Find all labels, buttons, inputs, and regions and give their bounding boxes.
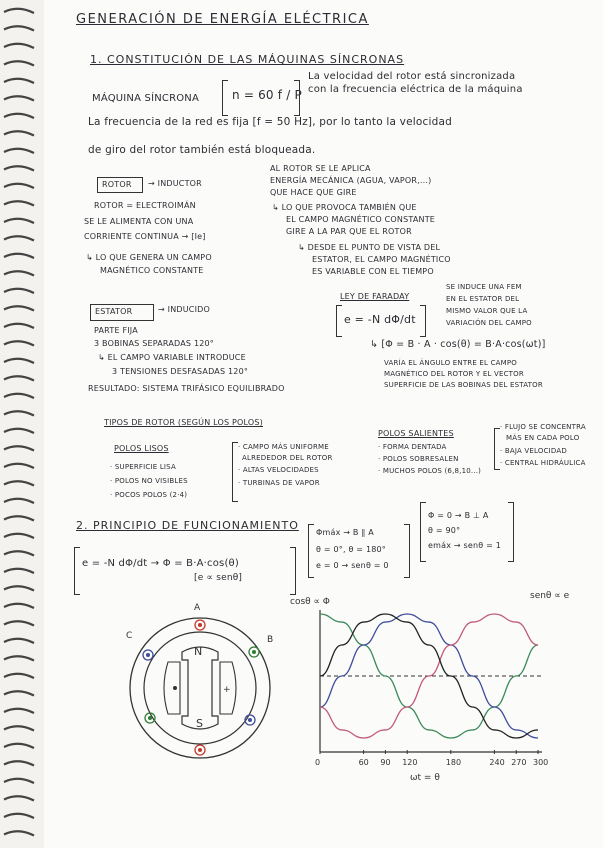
spiral-ring: [4, 376, 34, 380]
section1-heading: 1. CONSTITUCIÓN DE LAS MÁQUINAS SÍNCRONAS: [90, 53, 405, 66]
spiral-ring: [4, 586, 34, 590]
estator-line-2: 3 BOBINAS SEPARADAS 120°: [94, 339, 215, 348]
max-line-2: θ = 0°, θ = 180°: [316, 545, 387, 554]
faraday-desc-1: SE INDUCE UNA FEM: [446, 283, 522, 291]
faraday-heading: LEY DE FARADAY: [340, 292, 410, 301]
rotor-line-4: ↳ LO QUE GENERA UN CAMPO: [86, 253, 212, 262]
south-pole: S: [196, 717, 203, 730]
sync-formula: n = 60 f / P: [232, 88, 302, 102]
spiral-ring: [4, 569, 34, 573]
conductor-dot: [173, 686, 177, 690]
lisos-right-2: ALREDEDOR DEL ROTOR: [242, 454, 333, 462]
spiral-ring: [4, 26, 34, 30]
zero-bracket-right: [508, 502, 514, 562]
estator-line-3: ↳ EL CAMPO VARIABLE INTRODUCE: [98, 353, 246, 362]
spiral-ring: [4, 534, 34, 538]
maquina-label: MÁQUINA SÍNCRONA: [92, 93, 200, 104]
estator-line-5: RESULTADO: SISTEMA TRIFÁSICO EQUILIBRADO: [88, 384, 285, 393]
spiral-ring: [4, 691, 34, 695]
page-title: GENERACIÓN DE ENERGÍA ELÉCTRICA: [76, 12, 369, 27]
faraday-desc-4: VARIACIÓN DEL CAMPO: [446, 319, 532, 327]
spiral-ring: [4, 394, 34, 398]
spiral-ring: [4, 744, 34, 748]
spiral-ring: [4, 341, 34, 345]
rotor-right-6: GIRE A LA PAR QUE EL ROTOR: [286, 227, 412, 236]
rotor-line-1: ROTOR = ELECTROIMÁN: [94, 201, 196, 210]
zero-line-1: Φ = 0 → B ⊥ A: [428, 511, 489, 520]
spiral-ring: [4, 114, 34, 118]
spiral-ring: [4, 516, 34, 520]
rotor-right-8: ESTATOR, EL CAMPO MAGNÉTICO: [312, 255, 451, 264]
spiral-ring: [4, 79, 34, 83]
rotor-line-3: CORRIENTE CONTINUA → [Ie]: [84, 232, 206, 241]
rotor-right-5: EL CAMPO MAGNÉTICO CONSTANTE: [286, 215, 436, 224]
pole-left: [164, 662, 180, 714]
spiral-ring: [4, 149, 34, 153]
x-tick-label: 60: [358, 758, 369, 767]
eq-left-2: [e ∝ senθ]: [194, 573, 243, 583]
salientes-title: POLOS SALIENTES: [378, 429, 454, 438]
spiral-ring: [4, 761, 34, 765]
faraday-desc-2: EN EL ESTATOR DEL: [446, 295, 520, 303]
rotor-line-2: SE LE ALIMENTA CON UNA: [84, 217, 194, 226]
chart-annotation: senθ ∝ e: [530, 591, 570, 601]
spiral-ring: [4, 604, 34, 608]
formula-desc-2: con la frecuencia eléctrica de la máquina: [308, 84, 523, 95]
spiral-ring: [4, 709, 34, 713]
spiral-ring: [4, 201, 34, 205]
max-line-3: e = 0 → senθ = 0: [316, 561, 389, 570]
zero-line-3: emáx → senθ = 1: [428, 541, 502, 550]
spiral-ring: [4, 499, 34, 503]
stator-outer: [130, 618, 270, 758]
lisos-right-1: · CAMPO MÁS UNIFORME: [238, 443, 329, 451]
salientes-right-2: MÁS EN CADA POLO: [506, 434, 580, 442]
x-axis-label: ωt = θ: [410, 773, 440, 783]
x-tick-label: 120: [402, 758, 418, 767]
spiral-ring: [4, 429, 34, 433]
waveform-chart: [280, 590, 580, 790]
spiral-ring: [4, 814, 34, 818]
spiral-ring: [4, 726, 34, 730]
freq-line-1: La frecuencia de la red es fija [f = 50 Hz], por lo tanto la velocidad: [88, 116, 452, 128]
salientes-item-3: · MUCHOS POLOS (6,8,10...): [378, 467, 482, 475]
lisos-item-3: · POCOS POLOS (2·4): [110, 491, 188, 499]
north-pole: N: [194, 645, 203, 658]
spiral-ring: [4, 464, 34, 468]
estator-line-4: 3 TENSIONES DESFASADAS 120°: [112, 367, 249, 376]
spiral-ring: [4, 61, 34, 65]
x-tick-label: 0: [315, 758, 321, 767]
x-tick-label: 240: [489, 758, 505, 767]
estator-line-1: PARTE FIJA: [94, 326, 138, 335]
formula-bracket-right: [294, 80, 300, 116]
lisos-title: POLOS LISOS: [114, 444, 169, 453]
formula-bracket-left: [222, 80, 228, 116]
spiral-ring: [4, 306, 34, 310]
estator-label: ESTATOR: [95, 307, 133, 316]
spiral-ring: [4, 621, 34, 625]
rotor-right-9: ES VARIABLE CON EL TIEMPO: [312, 267, 434, 276]
faraday-bracket-right: [420, 305, 426, 337]
zero-bracket-left: [420, 502, 426, 562]
rotor-right-1: AL ROTOR SE LE APLICA: [270, 164, 371, 173]
x-tick-label: 270: [511, 758, 527, 767]
spiral-ring: [4, 254, 34, 258]
section2-heading: 2. PRINCIPIO DE FUNCIONAMIENTO: [76, 519, 299, 532]
spiral-ring: [4, 411, 34, 415]
flux-formula: ↳ [Φ = B · A · cos(θ) = B·A·cos(ωt)]: [370, 339, 546, 350]
x-tick-label: 180: [445, 758, 462, 767]
lisos-item-2: · POLOS NO VISIBLES: [110, 477, 188, 485]
lisos-item-1: · SUPERFICIE LISA: [110, 463, 176, 471]
rotor-right-2: ENERGÍA MECÁNICA (AGUA, VAPOR,...): [270, 176, 432, 185]
spiral-ring: [4, 236, 34, 240]
spiral-ring: [4, 44, 34, 48]
phase-b-label: B: [267, 635, 274, 645]
spiral-ring: [4, 131, 34, 135]
spiral-ring: [4, 271, 34, 275]
salientes-item-2: · POLOS SOBRESALEN: [378, 455, 459, 463]
phase-a-label: A: [194, 603, 201, 613]
spiral-binding: [0, 0, 44, 848]
rotor-right-7: ↳ DESDE EL PUNTO DE VISTA DEL: [298, 243, 441, 252]
eq-bracket-left: [74, 547, 80, 595]
phase-c-label: C: [126, 631, 133, 641]
eq-left: e = -N dΦ/dt → Φ = B·A·cos(θ): [82, 558, 239, 569]
lisos-right-4: · TURBINAS DE VAPOR: [238, 479, 320, 487]
lisos-right-3: · ALTAS VELOCIDADES: [238, 466, 319, 474]
zero-line-2: θ = 90°: [428, 526, 461, 535]
estator-role: → INDUCIDO: [158, 305, 211, 314]
eq-bracket-right: [290, 547, 296, 595]
rotor-line-5: MAGNÉTICO CONSTANTE: [100, 266, 204, 275]
spiral-ring: [4, 359, 34, 363]
rotor-label: ROTOR: [102, 180, 132, 189]
x-tick-label: 90: [380, 758, 391, 767]
spiral-ring: [4, 551, 34, 555]
machine-diagram: [120, 600, 280, 770]
spiral-ring: [4, 324, 34, 328]
faraday-bracket-left: [336, 305, 342, 337]
spiral-ring: [4, 779, 34, 783]
y-axis-label: cosθ ∝ Φ: [290, 597, 330, 607]
tipos-heading: TIPOS DE ROTOR (SEGÚN LOS POLOS): [104, 418, 264, 427]
formula-desc-1: La velocidad del rotor está sincronizada: [308, 71, 516, 82]
max-line-1: Φmáx → B ∥ A: [316, 528, 374, 537]
flux-desc-1: VARÍA EL ÁNGULO ENTRE EL CAMPO: [384, 359, 518, 367]
spiral-ring: [4, 481, 34, 485]
spiral-ring: [4, 9, 34, 13]
rotor-right-3: QUE HACE QUE GIRE: [270, 188, 357, 197]
spiral-ring: [4, 166, 34, 170]
spiral-ring: [4, 796, 34, 800]
spiral-ring: [4, 656, 34, 660]
flux-desc-3: SUPERFICIE DE LAS BOBINAS DEL ESTATOR: [384, 381, 543, 389]
spiral-ring: [4, 96, 34, 100]
spiral-ring: [4, 674, 34, 678]
conductor-cross: +: [223, 685, 231, 695]
spiral-ring: [4, 831, 34, 835]
rotor-role: → INDUCTOR: [148, 179, 202, 188]
max-bracket-left: [308, 524, 314, 578]
salientes-right-1: · FLUJO SE CONCENTRA: [500, 423, 586, 431]
spiral-ring: [4, 219, 34, 223]
spiral-ring: [4, 639, 34, 643]
salientes-right-4: · CENTRAL HIDRÁULICA: [500, 459, 586, 467]
spiral-ring: [4, 446, 34, 450]
salientes-right-3: · BAJA VELOCIDAD: [500, 447, 567, 455]
x-tick-label: 300: [533, 758, 549, 767]
faraday-desc-3: MISMO VALOR QUE LA: [446, 307, 528, 315]
flux-desc-2: MAGNÉTICO DEL ROTOR Y EL VECTOR: [384, 370, 524, 378]
spiral-ring: [4, 184, 34, 188]
freq-line-2: de giro del rotor también está bloqueada.: [88, 144, 316, 156]
salientes-item-1: · FORMA DENTADA: [378, 443, 447, 451]
max-bracket-right: [404, 524, 410, 578]
faraday-formula: e = -N dΦ/dt: [344, 313, 416, 326]
spiral-ring: [4, 289, 34, 293]
rotor-right-4: ↳ LO QUE PROVOCA TAMBIÉN QUE: [272, 203, 417, 212]
